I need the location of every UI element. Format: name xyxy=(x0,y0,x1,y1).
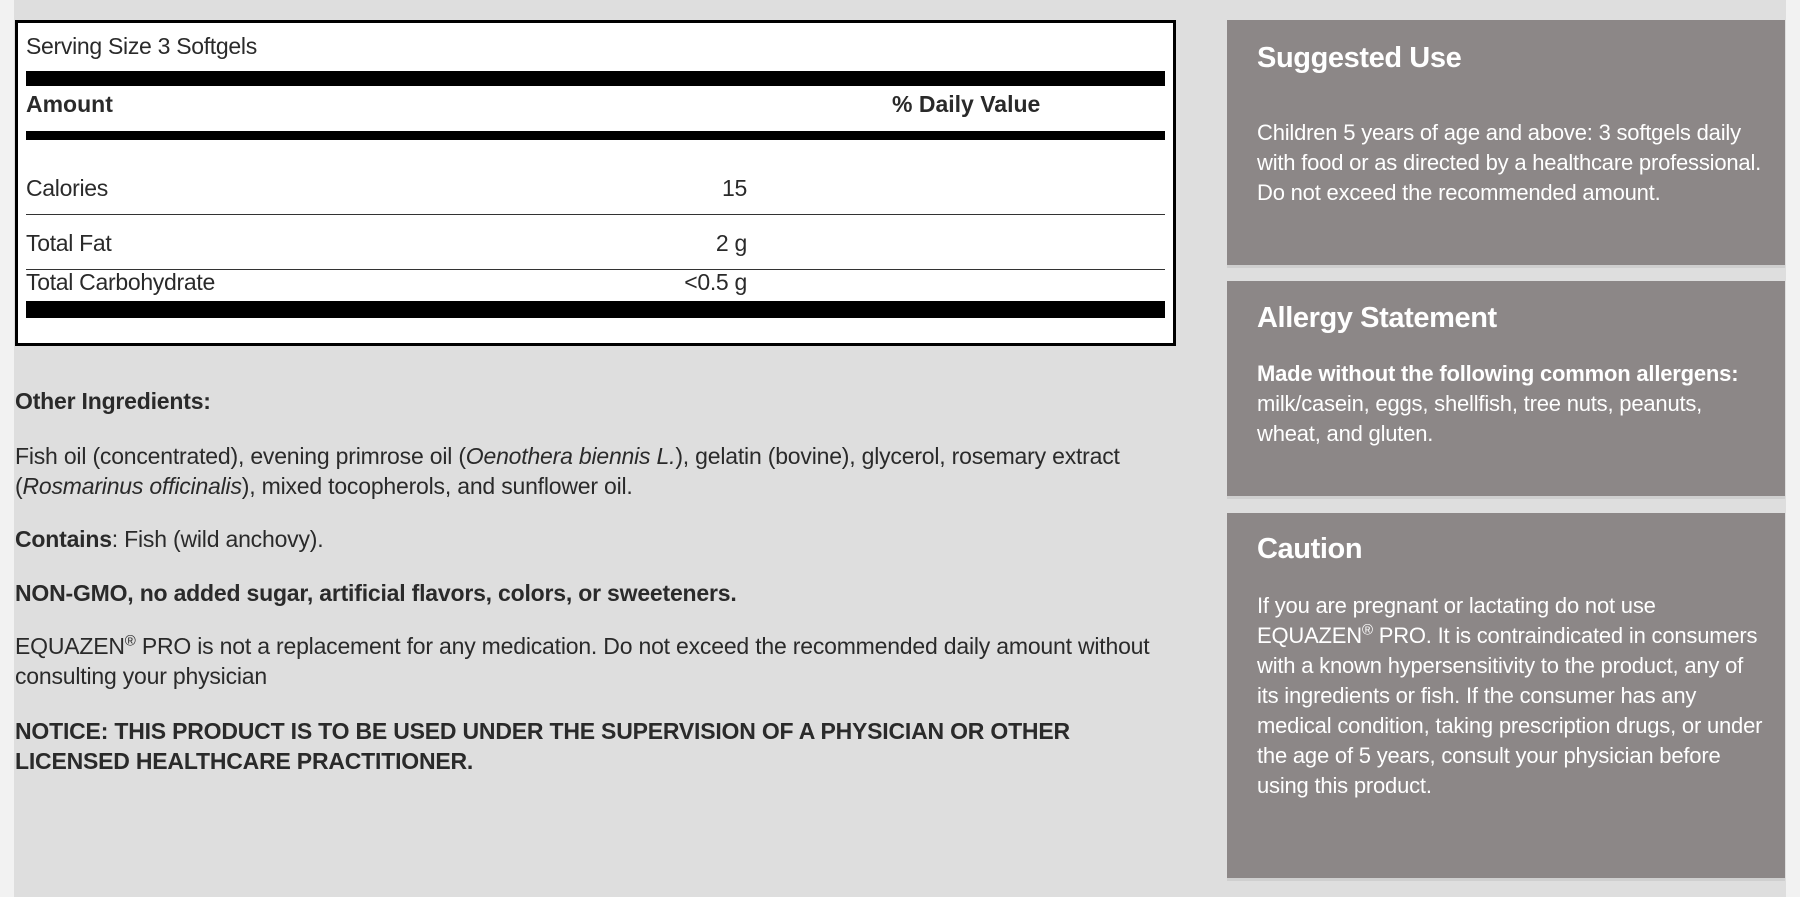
medication-disclaimer xyxy=(15,631,1175,691)
caution-text xyxy=(1257,591,1767,801)
thick-divider xyxy=(26,71,1165,86)
caution-title: Caution xyxy=(1257,533,1363,565)
other-ingredients-title: Other Ingredients: xyxy=(15,388,211,414)
allergy-statement-text xyxy=(1257,359,1767,449)
thick-divider-bottom xyxy=(26,301,1165,318)
medium-divider xyxy=(26,131,1165,140)
registered-mark: ® xyxy=(1361,621,1373,639)
physician-notice: NOTICE: THIS PRODUCT IS TO BE USED UNDER THE SUPERVISION OF A PHYSICIAN OR OTHER LICENSED HEALTHCARE PRACTITIONER. xyxy=(15,718,1070,774)
contains-statement xyxy=(15,524,323,554)
ingredients-text: ), gelatin (bovine), glycerol, rosemary extract ( xyxy=(15,443,1120,499)
suggested-use-title: Suggested Use xyxy=(1257,42,1462,74)
nutrient-amount: 2 g xyxy=(715,230,747,256)
allergy-list: milk/casein, eggs, shellfish, tree nuts, peanuts, wheat, and gluten. xyxy=(1257,391,1703,446)
nutrient-row-calories xyxy=(26,160,1165,215)
amount-header: Amount xyxy=(26,91,113,117)
nutrient-name: Calories xyxy=(26,175,108,201)
disclaimer-text: PRO is not a replacement for any medication. Do not exceed the recommended daily amount without consulting your physician xyxy=(15,633,1150,689)
suggested-use-text: Children 5 years of age and above: 3 softgels daily with food or as directed by a healthcare professional. Do not exceed the recommended amount. xyxy=(1257,120,1762,205)
allergy-lead: Made without the following common allergens: xyxy=(1257,361,1739,386)
ingredients-list xyxy=(15,441,1175,501)
latin-name: Oenothera biennis L. xyxy=(465,443,676,469)
caution-card xyxy=(1227,513,1785,878)
nutrient-amount: 15 xyxy=(722,175,747,201)
ingredients-text: Fish oil (concentrated), evening primrose oil ( xyxy=(15,443,466,469)
nutrient-row-total-fat xyxy=(26,215,1165,270)
caution-text-part: If you are pregnant or lactating do not use EQUAZEN xyxy=(1257,593,1656,648)
nutrition-facts-panel xyxy=(15,20,1176,346)
nutrient-row-total-carbohydrate xyxy=(26,269,1165,301)
left-edge-strip xyxy=(0,0,14,897)
brand-name: EQUAZEN xyxy=(15,633,125,659)
serving-size: Serving Size 3 Softgels xyxy=(26,33,257,59)
allergy-statement-card xyxy=(1227,281,1785,496)
suggested-use-card xyxy=(1227,20,1785,265)
allergy-statement-title: Allergy Statement xyxy=(1257,302,1497,334)
contains-text: : Fish (wild anchovy). xyxy=(111,526,324,552)
daily-value-header: % Daily Value xyxy=(892,91,1041,117)
contains-label: Contains xyxy=(15,526,112,552)
caution-text-part: PRO. It is contraindicated in consumers with a known hypersensitivity to the product, any of its ingredients or fish. If the consumer has any medical condition, taking prescription drugs, or under the age of 5 years, consult your physician before using this product. xyxy=(1257,623,1763,798)
non-gmo-statement: NON-GMO, no added sugar, artificial flavors, colors, or sweeteners. xyxy=(15,580,737,606)
nutrient-name: Total Carbohydrate xyxy=(26,269,215,295)
right-edge-strip xyxy=(1786,0,1800,897)
registered-mark: ® xyxy=(124,632,136,650)
latin-name: Rosmarinus officinalis xyxy=(22,473,242,499)
ingredients-text: ), mixed tocopherols, and sunflower oil. xyxy=(241,473,633,499)
nutrient-name: Total Fat xyxy=(26,230,112,256)
nutrient-amount: <0.5 g xyxy=(684,269,747,295)
